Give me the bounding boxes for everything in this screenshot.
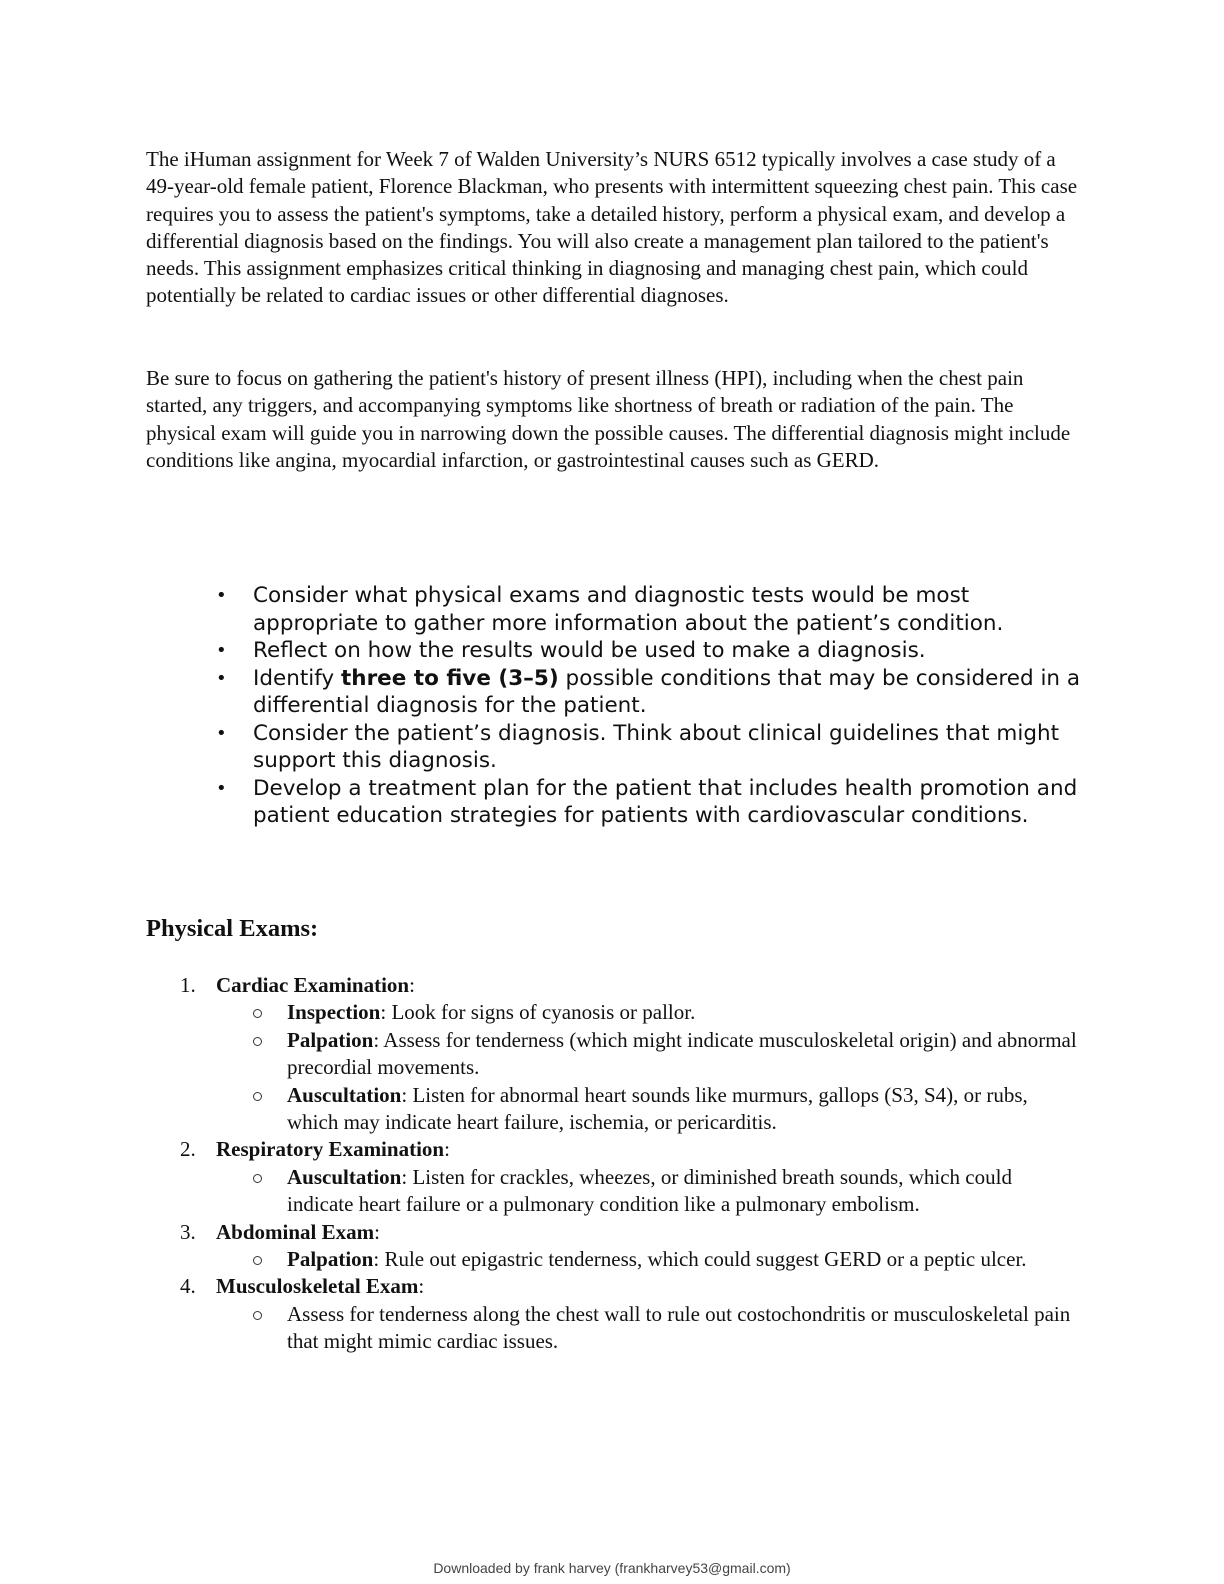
circle-bullet-icon xyxy=(253,1256,262,1265)
exam-subitem xyxy=(287,1082,1080,1137)
bullet-text-prefix: Identify xyxy=(253,665,341,691)
exam-colon: : xyxy=(374,1219,380,1244)
physical-exams-list xyxy=(180,972,1080,1356)
exam-number: 3. xyxy=(180,1219,196,1244)
exam-colon: : xyxy=(409,973,415,997)
exam-sublist xyxy=(216,1164,1080,1219)
bullet-text-emphasis: three to five (3–5) xyxy=(341,665,559,691)
subitem-text: : Listen for abnormal heart sounds like murmurs, gallops (S3, S4), or rubs, which may indicate heart failure, ischemia, or pericarditis. xyxy=(287,1082,1028,1135)
subitem-label: Palpation xyxy=(287,1247,374,1272)
intro-paragraph-1: The iHuman assignment for Week 7 of Walden University’s NURS 6512 typically involves a case study of a 49-year-old female patient, Florence Blackman, who presents with intermittent squeezing chest pain. This case requires you to assess the patient's symptoms, take a detailed history, perform a physical exam, and develop a differential diagnosis based on the findings. You will also create a management plan tailored to the patient's needs. This assignment emphasizes critical thinking in diagnosing and managing chest pain, which could potentially be related to cardiac issues or other differential diagnoses. xyxy=(146,147,1078,308)
bullet-item xyxy=(216,775,1096,830)
exam-sublist xyxy=(216,1246,1080,1273)
bullet-item xyxy=(216,720,1096,775)
exam-title: Musculoskeletal Exam xyxy=(216,1274,419,1299)
bullet-text: Consider what physical exams and diagnostic tests would be most appropriate to gather more information about the patient’s condition. xyxy=(253,583,1004,636)
subitem-text: : Look for signs of cyanosis or pallor. xyxy=(380,1000,696,1025)
subitem-text: : Rule out epigastric tenderness, which could suggest GERD or a peptic ulcer. xyxy=(373,1247,1027,1272)
exam-colon: : xyxy=(418,1274,425,1299)
physical-exams-heading: Physical Exams: xyxy=(146,915,319,942)
circle-bullet-icon xyxy=(253,1174,262,1183)
subitem-label: Auscultation xyxy=(287,1082,402,1107)
download-footer: Downloaded by frank harvey (frankharvey53@gmail.com) xyxy=(433,1560,791,1576)
exam-title: Abdominal Exam xyxy=(216,1219,375,1244)
circle-bullet-icon xyxy=(253,1311,262,1320)
exam-title: Cardiac Examination xyxy=(216,973,410,997)
subitem-text: : Listen for crackles, wheezes, or diminished breath sounds, which could indicate heart failure or a pulmonary condition like a pulmonary embolism. xyxy=(287,1164,1012,1217)
exam-subitem xyxy=(287,1164,1080,1219)
exam-number: 4. xyxy=(180,1274,196,1299)
exam-item-respiratory xyxy=(180,1136,1080,1218)
exam-item-abdominal xyxy=(180,1219,1080,1274)
subitem-text: Assess for tenderness along the chest wall to rule out costochondritis or musculoskeletal pain that might mimic cardiac issues. xyxy=(287,1301,1071,1354)
circle-bullet-icon xyxy=(253,1092,262,1101)
exam-sublist xyxy=(216,999,1080,1136)
bullet-text: Reflect on how the results would be used to make a diagnosis. xyxy=(253,638,926,663)
intro-paragraph-2: Be sure to focus on gathering the patient's history of present illness (HPI), including when the chest pain started, any triggers, and accompanying symptoms like shortness of breath or radiation of the pain. The physical exam will guide you in narrowing down the possible causes. The differential diagnosis might include conditions like angina, myocardial infarction, or gastrointestinal causes such as GERD. xyxy=(146,366,1071,472)
exam-subitem xyxy=(287,1301,1080,1356)
bullet-text: Consider the patient’s diagnosis. Think about clinical guidelines that might support this diagnosis. xyxy=(253,720,1060,773)
exam-title: Respiratory Examination xyxy=(216,1137,445,1162)
bullet-text: Develop a treatment plan for the patient that includes health promotion and patient education strategies for patients with cardiovascular conditions. xyxy=(253,775,1078,828)
circle-bullet-icon xyxy=(253,1037,262,1046)
bullet-item xyxy=(216,582,1096,637)
subitem-text: : Assess for tenderness (which might indicate musculoskeletal origin) and abnormal precordial movements. xyxy=(287,1027,1077,1080)
exam-subitem xyxy=(287,999,1080,1026)
exam-colon: : xyxy=(444,1137,450,1162)
exam-sublist xyxy=(216,1301,1080,1356)
bullet-item xyxy=(216,665,1096,720)
exam-number: 2. xyxy=(180,1137,196,1162)
exam-item-cardiac xyxy=(180,972,1080,1136)
bullet-item xyxy=(216,637,1096,665)
bullet-text-suffix: possible conditions that may be considered in a differential diagnosis for the patient. xyxy=(253,665,1081,718)
subitem-label: Inspection xyxy=(287,1000,381,1025)
assignment-bullet-list xyxy=(216,582,1096,830)
exam-item-musculoskeletal xyxy=(180,1273,1080,1355)
subitem-label: Palpation xyxy=(287,1027,374,1052)
exam-subitem xyxy=(287,1027,1080,1082)
exam-subitem xyxy=(287,1246,1080,1273)
exam-number: 1. xyxy=(180,973,196,997)
circle-bullet-icon xyxy=(253,1009,262,1018)
subitem-label: Auscultation xyxy=(287,1164,402,1189)
